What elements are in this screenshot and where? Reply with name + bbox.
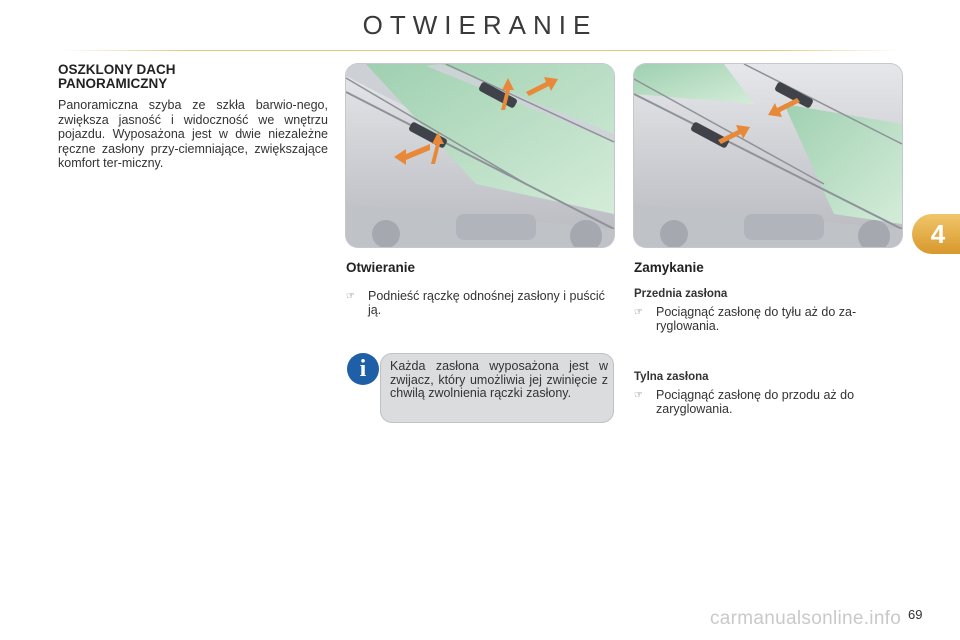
illustration-opening [346,64,614,247]
pointing-hand-icon: ☞ [634,307,643,318]
watermark: carmanualsonline.info [710,608,902,629]
opening-step-text: Podnieść rączkę odnośnej zasłony i puścić ją. [368,289,605,317]
intro-paragraph: Panoramiczna szyba ze szkła barwio-nego, zwiększa jasność i widoczność we wnętrzu pojazdu. Wyposażona jest w dwie niezależne ręczne zasłony przy-ciemniające, zwiększające komfort ter-miczny. [58,98,328,170]
title-divider [60,50,900,51]
info-text: Każda zasłona wyposażona jest w zwijacz, który umożliwia jej zwinięcie z chwilą zwolnienia rączki zasłony. [390,359,608,400]
opening-step [346,289,616,317]
front-blind-step [634,305,906,333]
pointing-hand-icon: ☞ [346,291,355,302]
pointing-hand-icon: ☞ [634,390,643,401]
page-number: 69 [908,607,923,622]
page-title: OTWIERANIE [362,10,598,40]
front-blind-step-text: Pociągnąć zasłonę do tyłu aż do za-ryglowania. [656,305,857,333]
illustration-closing [634,64,902,247]
section-heading: OSZKLONY DACH PANORAMICZNY [58,62,176,91]
chapter-number: 4 [930,218,946,249]
chapter-tab[interactable] [912,214,960,254]
closing-heading: Zamykanie [634,260,704,275]
front-blind-heading: Przednia zasłona [634,288,728,300]
rear-blind-step [634,388,906,416]
rear-blind-step-text: Pociągnąć zasłonę do przodu aż do zaryglowania. [656,388,855,416]
rear-blind-heading: Tylna zasłona [634,371,709,383]
info-icon: i [347,353,379,385]
opening-heading: Otwieranie [346,260,416,275]
